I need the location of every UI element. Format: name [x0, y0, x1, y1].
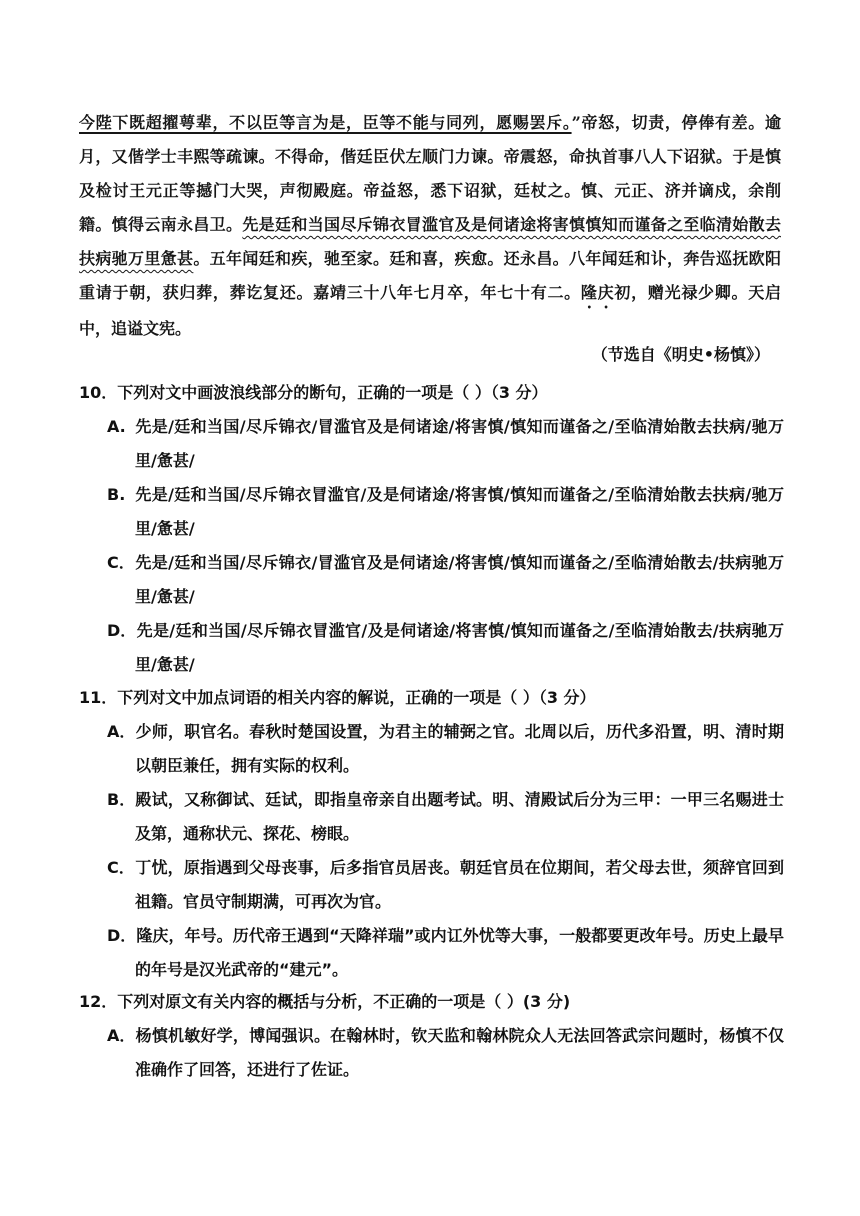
option-a [79, 410, 784, 478]
dotted-term-longqing: 隆庆 [580, 283, 615, 302]
passage-text-end: 初，赠光禄少卿。天启中，追谥文宪。 [79, 283, 781, 338]
option-text: 丁忧，原指遇到父母丧事，后多指官员居丧。朝廷官员在位期间，若父母去世，须辞官回到祖籍。官员守制期满，可再次为官。 [135, 858, 784, 911]
classical-passage [79, 106, 781, 346]
passage-text: ”帝怒，切责，停俸有差。逾月，又偕学士丰熙等疏谏。不得命，偕廷臣伏左顺门力谏。帝震怒，命执首事八人下诏狱。于是慎及检讨王元正等撼门大哭，声彻殿庭。帝益怒，悉下诏狱，廷杖之。慎、元正、济并谪戍，余削籍。慎得云南永昌卫。 [79, 113, 781, 234]
option-letter: B. [107, 485, 126, 504]
option-letter: C． [107, 858, 135, 877]
option-letter: A． [107, 1026, 136, 1045]
question-stem: 11．下列对文中加点词语的相关内容的解说，正确的一项是（ ）（3 分） [79, 688, 596, 707]
option-letter: A． [107, 722, 136, 741]
wavy-underlined-sentence: 先是廷和当国尽斥锦衣冒滥官及是伺诸途将害慎慎知而谨备之至临清始散去扶病驰万里惫甚 [79, 215, 781, 268]
option-text: 先是/廷和当国/尽斥锦衣/冒滥官及是伺诸途/将害慎/慎知而谨备之/至临清始散去/扶病驰万里/惫甚/ [135, 553, 784, 606]
option-c [79, 546, 784, 614]
option-text: 先是/廷和当国/尽斥锦衣冒滥官/及是伺诸途/将害慎/慎知而谨备之/至临清始散去/扶病驰万里/惫甚/ [135, 621, 784, 674]
question-stem: 12．下列对原文有关内容的概括与分析，不正确的一项是（ ）(3 分) [79, 992, 571, 1011]
option-letter: B． [107, 790, 136, 809]
source-citation: （节选自《明史•杨慎》） [591, 345, 770, 364]
option-letter: D． [107, 926, 137, 945]
option-text: 先是/廷和当国/尽斥锦衣冒滥官/及是伺诸途/将害慎/慎知而谨备之/至临清始散去扶病/驰万里/惫甚/ [135, 485, 784, 538]
option-text: 隆庆，年号。历代帝王遇到“天降祥瑞”或内讧外忧等大事，一般都要更改年号。历史上最早的年号是汉光武帝的“建元”。 [135, 926, 784, 979]
question-10 [79, 376, 784, 682]
option-d [79, 614, 784, 682]
question-11 [79, 681, 784, 987]
option-letter: C． [107, 553, 135, 572]
option-letter: A. [107, 417, 126, 436]
passage-text-continued: 。五年闻廷和疾，驰至家。廷和喜，疾愈。还永昌。八年闻廷和讣，奔告巡抚欧阳重请于朝，获归葬，葬讫复还。嘉靖三十八年七月卒，年七十有二。 [79, 249, 781, 302]
option-text: 少师，职官名。春秋时楚国设置，为君主的辅弼之官。北周以后，历代多沿置，明、清时期以朝臣兼任，拥有实际的权利。 [135, 722, 784, 775]
underlined-sentence: 今陛下既超擢萼辈，不以臣等言为是，臣等不能与同列，愿赐罢斥。 [79, 113, 572, 132]
option-b [79, 478, 784, 546]
question-12 [79, 985, 784, 1087]
option-text: 杨慎机敏好学，博闻强识。在翰林时，钦天监和翰林院众人无法回答武宗问题时，杨慎不仅准确作了回答，还进行了佐证。 [135, 1026, 784, 1079]
option-b [79, 783, 784, 851]
option-text: 殿试，又称御试、廷试，即指皇帝亲自出题考试。明、清殿试后分为三甲：一甲三名赐进士及第，通称状元、探花、榜眼。 [135, 790, 784, 843]
question-stem: 10．下列对文中画波浪线部分的断句，正确的一项是（ ）（3 分） [79, 383, 548, 402]
option-text: 先是/廷和当国/尽斥锦衣/冒滥官及是伺诸途/将害慎/慎知而谨备之/至临清始散去扶病/驰万里/惫甚/ [135, 417, 784, 470]
option-c [79, 851, 784, 919]
option-a [79, 715, 784, 783]
option-a [79, 1019, 784, 1087]
passage-paragraph [79, 106, 781, 346]
option-letter: D． [107, 621, 137, 640]
option-d [79, 919, 784, 987]
